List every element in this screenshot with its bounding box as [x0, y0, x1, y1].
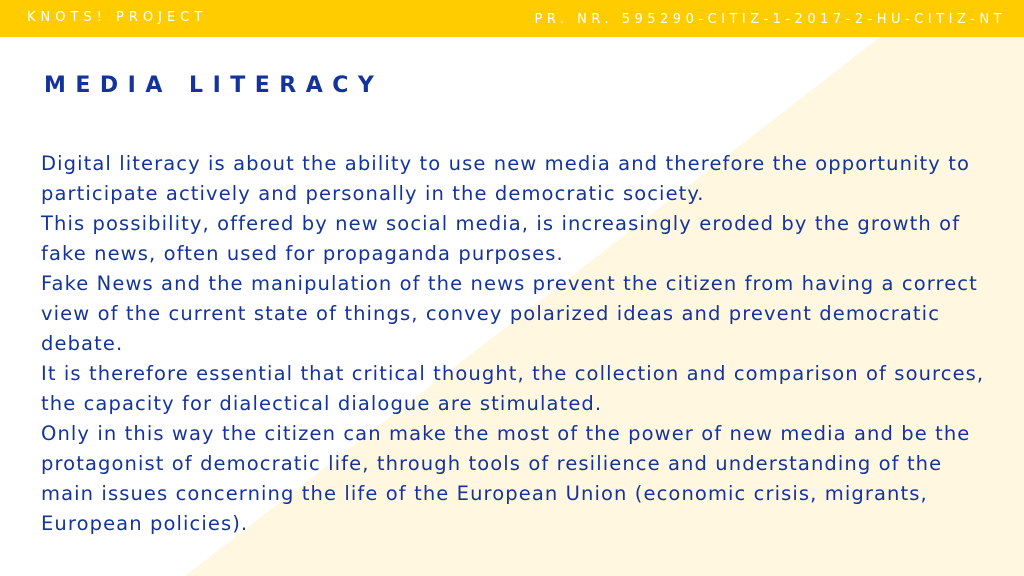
paragraph: Only in this way the citizen can make the most of the power of new media and be the protagonist of democratic life, through tools of resilience and understanding of the main issues concerning the life of the European Union (economic crisis, migrants, European policies).: [41, 422, 971, 535]
paragraph: Digital literacy is about the ability to use new media and therefore the opportunity to participate actively and personally in the democratic society.: [41, 152, 971, 205]
project-name: KNOTS! PROJECT: [27, 10, 208, 25]
slide-body: [41, 149, 991, 539]
header-bar: [0, 0, 1024, 37]
paragraph: Fake News and the manipulation of the news prevent the citizen from having a correct view of the current state of things, convey polarized ideas and prevent democratic debate.: [41, 272, 978, 355]
project-number: PR. NR. 595290-CITIZ-1-2017-2-HU-CITIZ-NT: [534, 12, 1006, 27]
slide-title: MEDIA LITERACY: [44, 73, 384, 98]
paragraph: This possibility, offered by new social media, is increasingly eroded by the growth of fake news, often used for propaganda purposes.: [41, 212, 961, 265]
paragraph: It is therefore essential that critical thought, the collection and comparison of sources, the capacity for dialectical dialogue are stimulated.: [41, 362, 985, 415]
